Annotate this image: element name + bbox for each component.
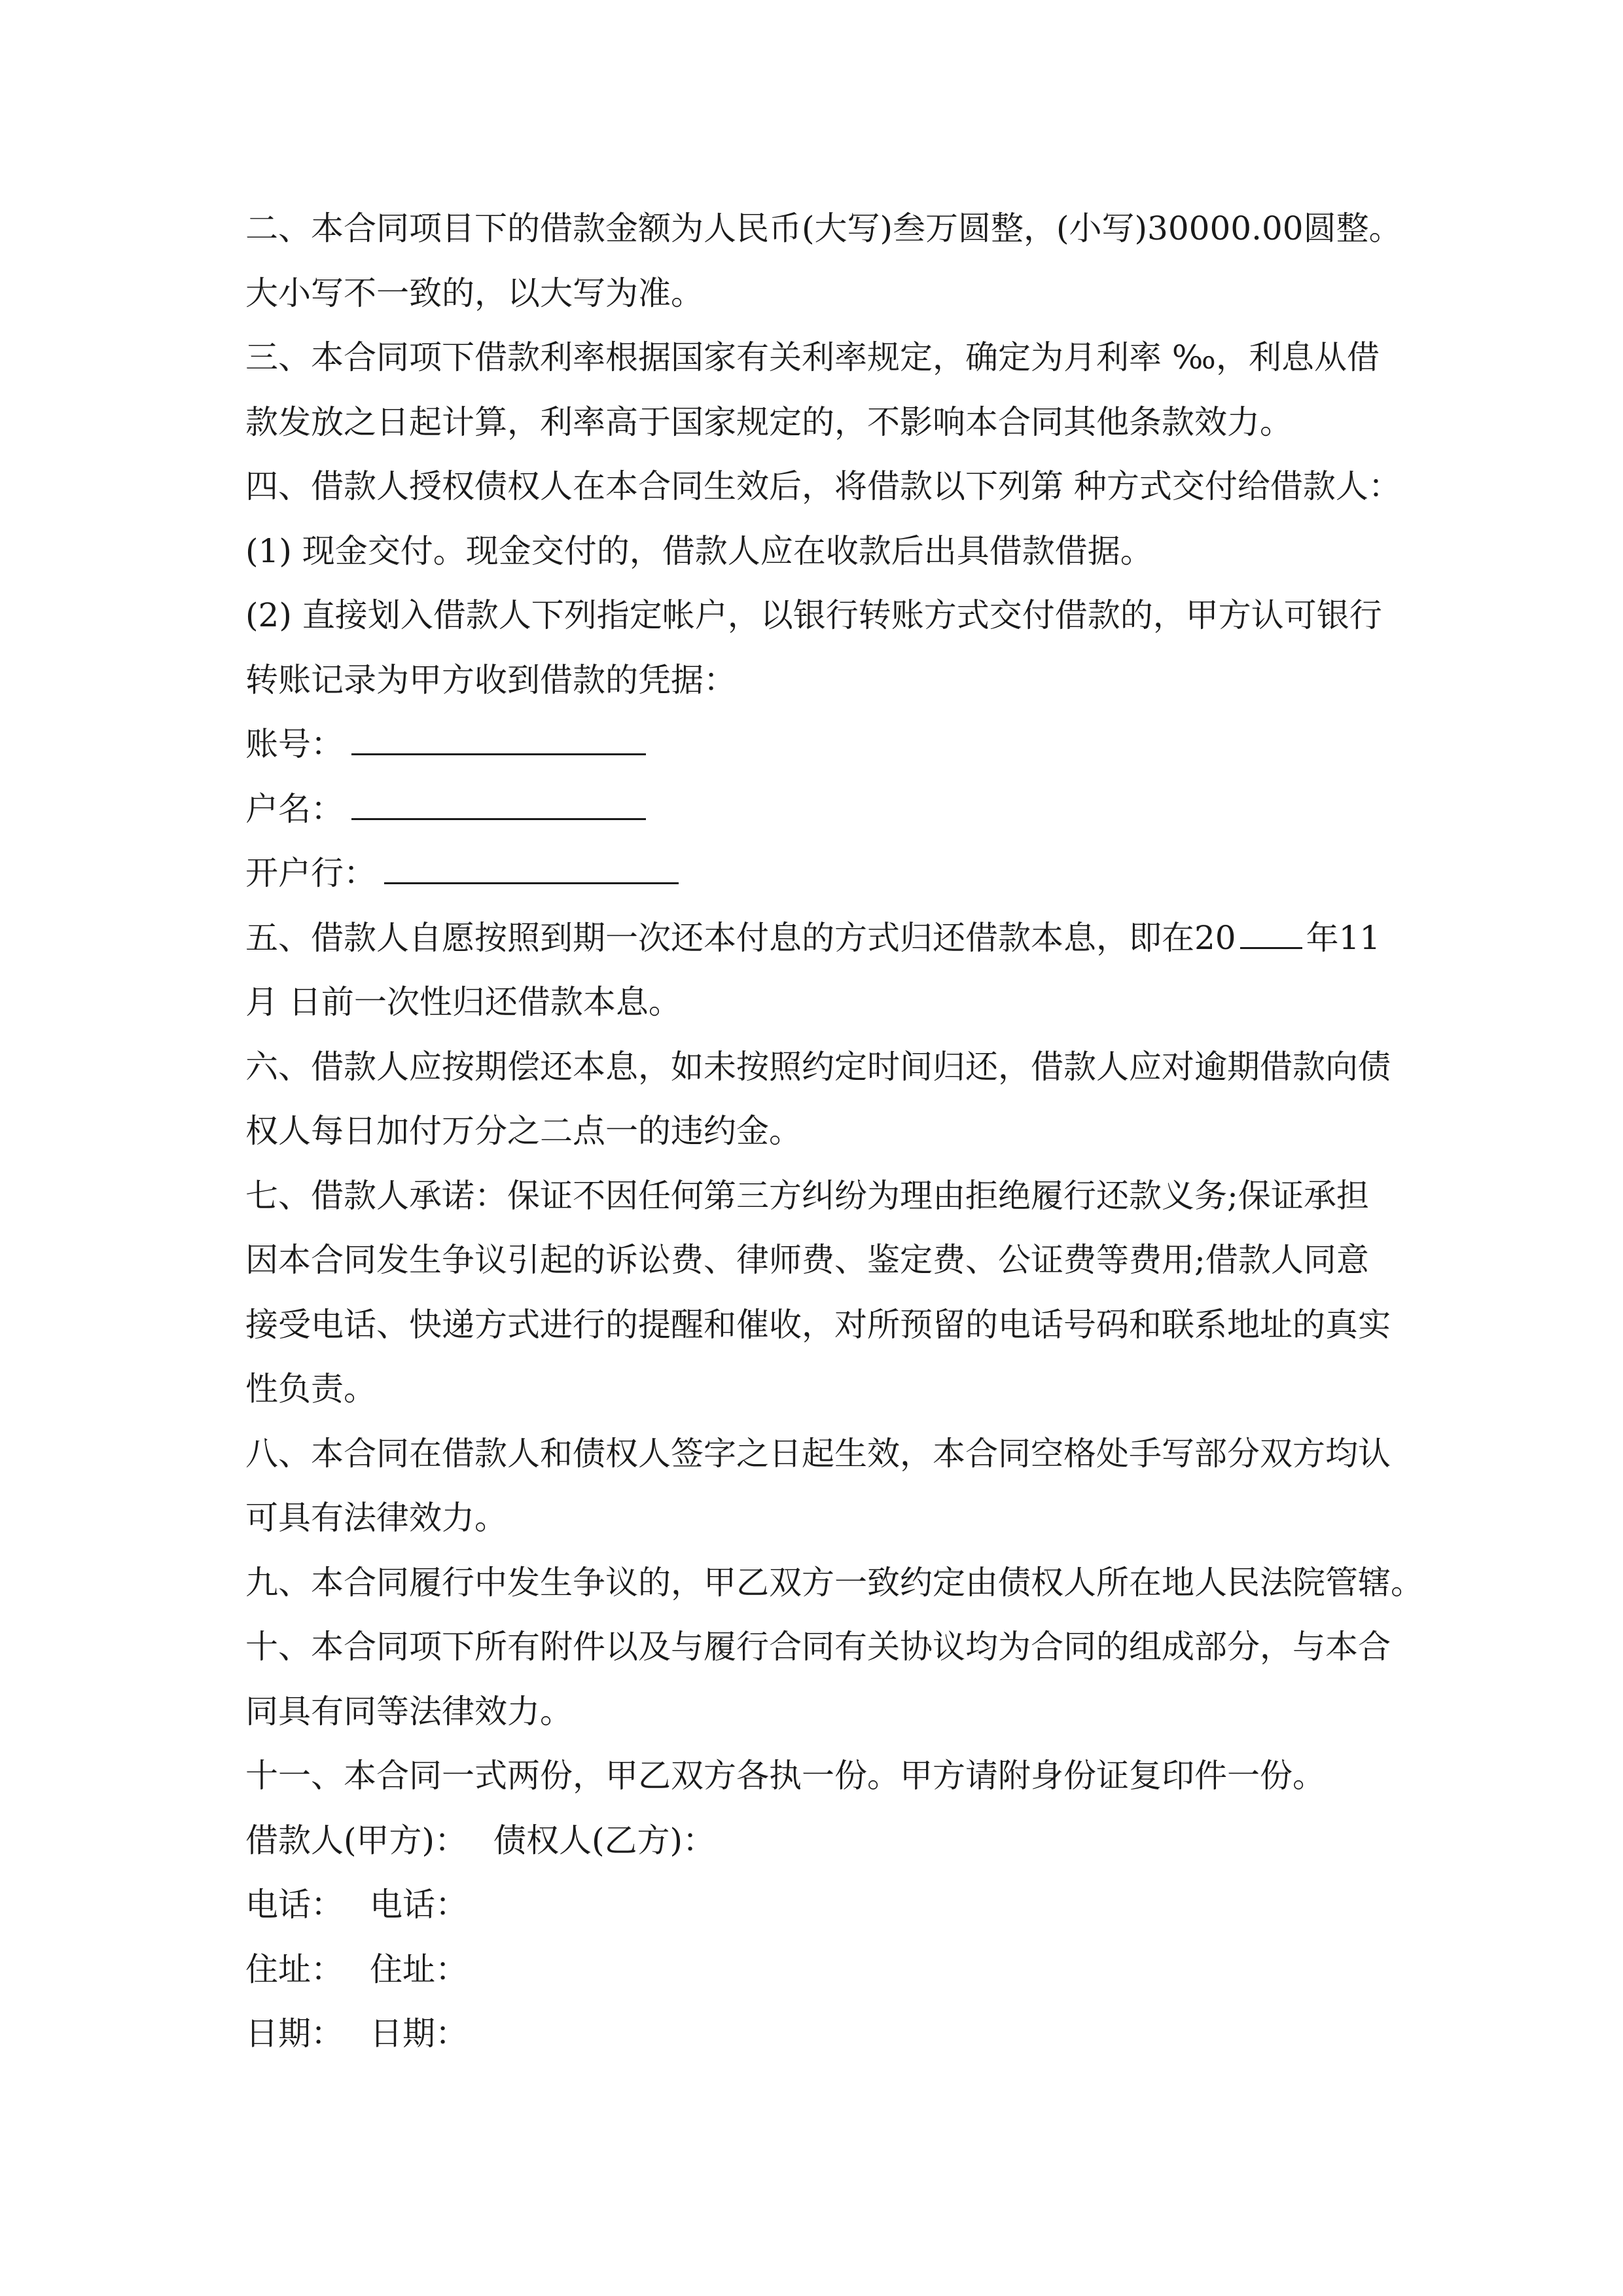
clause-7-line-2: 因本合同发生争议引起的诉讼费、律师费、鉴定费、公证费等费用;借款人同意	[245, 1241, 1369, 1279]
clause-5-part-1: 五、借款人自愿按照到期一次还本付息的方式归还借款本息，即在20	[245, 918, 1236, 957]
date-label-b: 日期：	[370, 2015, 468, 2053]
signature-address	[245, 1937, 1397, 2002]
clause-6-line-1: 六、借款人应按期偿还本息，如未按照约定时间归还，借款人应对逾期借款向债	[245, 1047, 1391, 1086]
account-label: 账号：	[245, 725, 344, 763]
clause-7-line-4: 性负责。	[245, 1370, 376, 1408]
phone-label-a: 电话：	[245, 1886, 344, 1924]
signature-parties	[245, 1808, 1397, 1873]
signature-date	[245, 2001, 1397, 2066]
clause-4-option-1: (1) 现金交付。现金交付的，借款人应在收款后出具借款借据。	[245, 531, 1153, 570]
clause-5-part-2: 年11	[1306, 918, 1381, 957]
phone-label-b: 电话：	[370, 1886, 468, 1924]
name-blank[interactable]	[351, 805, 646, 820]
clause-4-line-1: 四、借款人授权债权人在本合同生效后，将借款以下列第 种方式交付给借款人：	[245, 467, 1401, 505]
borrower-label: 借款人(甲方)：	[245, 1821, 468, 1859]
clause-11-line-1: 十一、本合同一式两份，甲乙双方各执一份。甲方请附身份证复印件一份。	[245, 1757, 1325, 1795]
address-label-a: 住址：	[245, 1950, 344, 1988]
bank-blank[interactable]	[384, 869, 679, 884]
account-blank[interactable]	[351, 740, 646, 755]
clause-3-line-1: 三、本合同项下借款利率根据国家有关利率规定，确定为月利率 ‰，利息从借	[245, 338, 1380, 376]
clause-7-line-3: 接受电话、快递方式进行的提醒和催收，对所预留的电话号码和联系地址的真实	[245, 1305, 1391, 1344]
clause-4-option-2-line-1: (2) 直接划入借款人下列指定帐户，以银行转账方式交付借款的，甲方认可银行	[245, 596, 1382, 634]
name-field	[245, 777, 1397, 842]
clause-2-line-2: 大小写不一致的，以大写为准。	[245, 274, 704, 312]
account-field	[245, 712, 1397, 777]
date-label-a: 日期：	[245, 2015, 344, 2053]
clause-9-line-1: 九、本合同履行中发生争议的，甲乙双方一致约定由债权人所在地人民法院管辖。	[245, 1563, 1423, 1602]
year-blank[interactable]	[1240, 934, 1302, 949]
bank-field	[245, 841, 1397, 906]
clause-8-line-2: 可具有法律效力。	[245, 1499, 507, 1537]
clause-3-line-2: 款发放之日起计算，利率高于国家规定的，不影响本合同其他条款效力。	[245, 403, 1293, 441]
clause-7-line-1: 七、借款人承诺：保证不因任何第三方纠纷为理由拒绝履行还款义务;保证承担	[245, 1176, 1369, 1215]
clause-5-line-2: 月 日前一次性归还借款本息。	[245, 983, 681, 1021]
lender-label: 债权人(乙方)：	[493, 1821, 716, 1859]
clause-10-line-2: 同具有同等法律效力。	[245, 1692, 573, 1731]
contract-page	[245, 196, 1423, 2066]
clause-4-option-2-line-2: 转账记录为甲方收到借款的凭据：	[245, 660, 736, 699]
clause-10-line-1: 十、本合同项下所有附件以及与履行合同有关协议均为合同的组成部分，与本合	[245, 1628, 1391, 1666]
address-label-b: 住址：	[370, 1950, 468, 1988]
clause-5-line-1	[245, 906, 1397, 971]
clause-6-line-2: 权人每日加付万分之二点一的违约金。	[245, 1112, 802, 1150]
clause-2-line-1: 二、本合同项目下的借款金额为人民币(大写)叁万圆整，(小写)30000.00圆整。	[245, 209, 1402, 247]
bank-label: 开户行：	[245, 854, 376, 892]
name-label: 户名：	[245, 789, 344, 828]
signature-phone	[245, 1873, 1397, 1937]
clause-8-line-1: 八、本合同在借款人和债权人签字之日起生效，本合同空格处手写部分双方均认	[245, 1434, 1391, 1473]
